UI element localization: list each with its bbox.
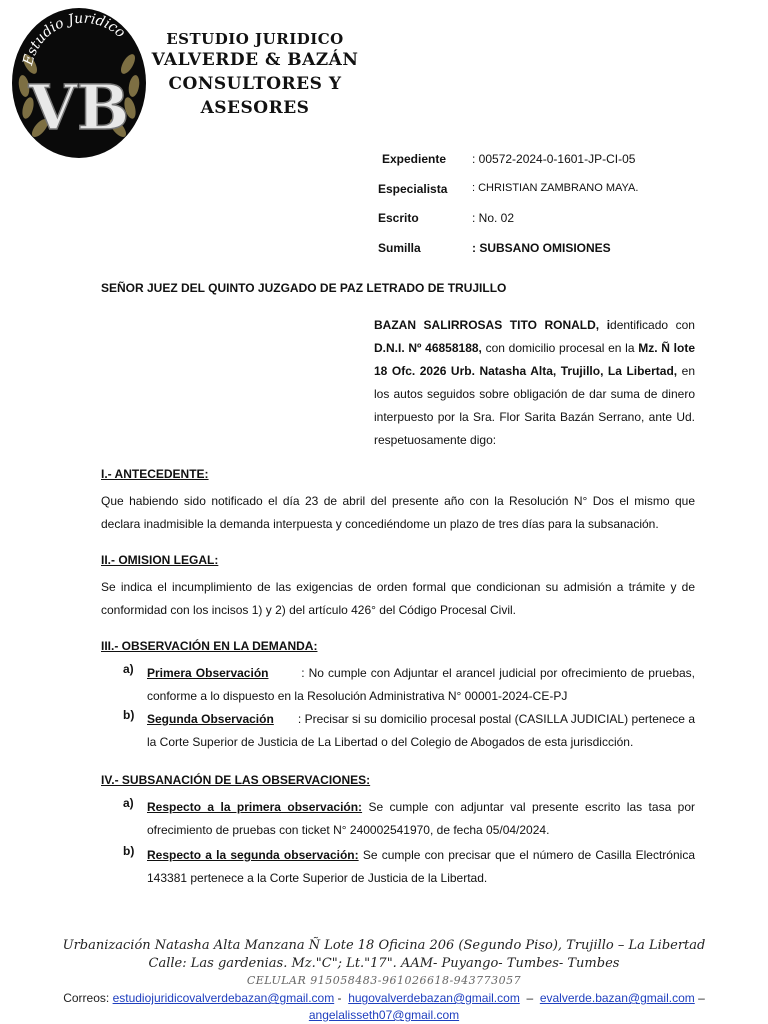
intro-paragraph bbox=[374, 314, 695, 452]
firm-name-line4: ASESORES bbox=[200, 98, 310, 118]
list-marker: b) bbox=[123, 708, 135, 722]
list-item-gap bbox=[268, 666, 301, 680]
section-text-antecedente: Que habiendo sido notificado el día 23 de abril del presente año con la Resolución N° Dos el mismo que declara inadmisible la demanda interpuesta y concediéndome un plazo de tres días para la subsanación. bbox=[101, 494, 695, 531]
list-item-text: : Precisar si su domicilio procesal postal (CASILLA JUDICIAL) pertenece a la Corte Superior de Justicia de La Libertad o del Colegio de Abogados de esta jurisdicción. bbox=[147, 712, 695, 749]
section-title-omision: II.- OMISION LEGAL: bbox=[101, 553, 219, 567]
email-link-2[interactable]: hugovalverdebazan@gmail.com bbox=[348, 991, 520, 1005]
section-title-antecedente: I.- ANTECEDENTE: bbox=[101, 467, 209, 481]
addressee-heading: SEÑOR JUEZ DEL QUINTO JUZGADO DE PAZ LETRADO DE TRUJILLO bbox=[101, 281, 507, 295]
list-item-text: : No cumple con Adjuntar el arancel judicial por ofrecimiento de pruebas, conforme a lo dispuesto en la Resolución Administrativa N° 00001-2024-CE-PJ bbox=[147, 666, 696, 703]
petitioner-name: BAZAN SALIRROSAS TITO RONALD, i bbox=[374, 318, 611, 332]
list-item-head: Primera Observación bbox=[147, 666, 269, 680]
meta-label-expediente: Expediente bbox=[382, 152, 447, 166]
section-title-subsanacion: IV.- SUBSANACIÓN DE LAS OBSERVACIONES: bbox=[101, 773, 371, 787]
footer-address-2: Calle: Las gardenias. Mz."C"; Lt."17". AAM- Puyango- Tumbes- Tumbes bbox=[148, 956, 620, 971]
list-item bbox=[147, 844, 695, 890]
section-text-omision: Se indica el incumplimiento de las exigencias de orden formal que condicionan su admisión a trámite y de conformidad con los incisos 1) y 2) del artículo 426° del Código Procesal Civil. bbox=[101, 580, 695, 617]
dni: D.N.I. Nº 46858188, bbox=[374, 341, 482, 355]
meta-value-especialista: : CHRISTIAN ZAMBRANO MAYA. bbox=[472, 182, 639, 194]
email-link-4[interactable]: angelalisseth07@gmail.com bbox=[308, 1008, 460, 1022]
footer-phone: CELULAR 915058483-961026618-943773057 bbox=[246, 974, 522, 987]
meta-value-expediente: : 00572-2024-0-1601-JP-CI-05 bbox=[472, 152, 636, 166]
list-item-head: Segunda Observación bbox=[147, 712, 274, 726]
footer-emails bbox=[0, 991, 768, 1005]
list-item-text: Se cumple con adjuntar val presente escrito las tasa por ofrecimiento de pruebas con ticket N° 240002541970, de fecha 05/04/2024. bbox=[147, 800, 695, 837]
emails-label: Correos: bbox=[63, 991, 113, 1005]
meta-value-escrito: : No. 02 bbox=[472, 211, 515, 225]
footer-address-1: Urbanización Natasha Alta Manzana Ñ Lote 18 Oficina 206 (Segundo Piso), Trujillo – La Libertad bbox=[62, 938, 706, 953]
email-link-3[interactable]: evalverde.bazan@gmail.com bbox=[539, 991, 695, 1005]
firm-name-line2: VALVERDE & BAZÁN bbox=[151, 50, 359, 70]
firm-name-line3: CONSULTORES Y bbox=[168, 74, 342, 94]
meta-value-sumilla: : SUBSANO OMISIONES bbox=[472, 241, 611, 255]
email-link-1[interactable]: estudiojuridicovalverdebazan@gmail.com bbox=[112, 991, 335, 1005]
list-item-text: Se cumple con precisar que el número de Casilla Electrónica 143381 pertenece a la Corte Superior de Justicia de la Libertad. bbox=[147, 848, 695, 885]
list-marker: a) bbox=[123, 796, 134, 810]
section-title-observacion: III.- OBSERVACIÓN EN LA DEMANDA: bbox=[101, 639, 318, 653]
list-item bbox=[147, 708, 695, 754]
list-item-head: Respecto a la segunda observación: bbox=[147, 848, 359, 862]
email-separator: – bbox=[519, 991, 540, 1005]
intro-text-3: en los autos seguidos sobre obligación de dar suma de dinero interpuesto por la Sra. Flor Sarita Bazán Serrano, ante Ud. respetuosamente digo: bbox=[374, 364, 695, 447]
meta-label-especialista: Especialista bbox=[378, 182, 448, 196]
list-item bbox=[147, 796, 695, 842]
meta-label-sumilla: Sumilla bbox=[378, 241, 421, 255]
intro-text-2: con domicilio procesal en la bbox=[481, 341, 639, 355]
email-separator: - bbox=[334, 991, 349, 1005]
meta-label-escrito: Escrito bbox=[378, 211, 419, 225]
list-item-head: Respecto a la primera observación: bbox=[147, 800, 363, 814]
footer-emails-2 bbox=[0, 1008, 768, 1022]
list-item-gap bbox=[274, 712, 298, 726]
firm-name-line1: ESTUDIO JURIDICO bbox=[166, 30, 344, 48]
intro-text-1: dentificado con bbox=[610, 318, 695, 332]
list-marker: a) bbox=[123, 662, 134, 676]
firm-logo-emblem bbox=[10, 4, 148, 158]
svg-text:Estudio Juridico: Estudio Juridico bbox=[20, 10, 129, 68]
list-marker: b) bbox=[123, 844, 135, 858]
procedural-address: Mz. Ñ lote 18 Ofc. 2026 Urb. Natasha Alta, Trujillo, La Libertad, bbox=[374, 341, 696, 378]
svg-text:VB: VB bbox=[28, 71, 130, 144]
list-item bbox=[147, 662, 695, 708]
email-separator: – bbox=[694, 991, 705, 1005]
firm-logo bbox=[10, 4, 148, 158]
